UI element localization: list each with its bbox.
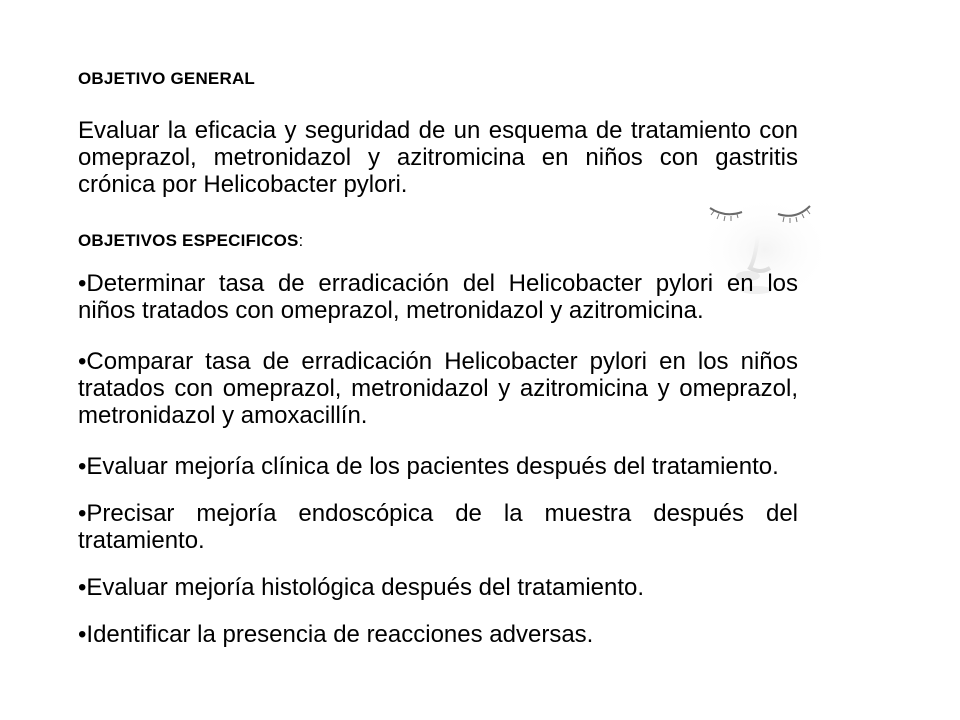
list-item: •Comparar tasa de erradicación Helicobacter pylori en los niños tratados con omeprazol, metronidazol y azitromicina y omeprazol, metronidazol y amoxacillín. <box>78 348 798 429</box>
list-item: •Evaluar mejoría histológica después del tratamiento. <box>78 574 645 601</box>
specific-objectives-heading: OBJETIVOS ESPECIFICOS: <box>78 231 304 250</box>
list-item: •Precisar mejoría endoscópica de la muestra después del tratamiento. <box>78 500 798 554</box>
general-objective-heading: OBJETIVO GENERAL <box>78 69 256 88</box>
general-objective-text: Evaluar la eficacia y seguridad de un esquema de tratamiento con omeprazol, metronidazol y azitromicina en niños con gastritis crónica por Helicobacter pylori. <box>78 117 798 198</box>
list-item: •Evaluar mejoría clínica de los pacientes después del tratamiento. <box>78 453 779 480</box>
list-item: •Determinar tasa de erradicación del Helicobacter pylori en los niños tratados con omeprazol, metronidazol y azitromicina. <box>78 270 798 324</box>
list-item: •Identificar la presencia de reacciones adversas. <box>78 621 594 648</box>
specific-objectives-list <box>78 270 798 672</box>
